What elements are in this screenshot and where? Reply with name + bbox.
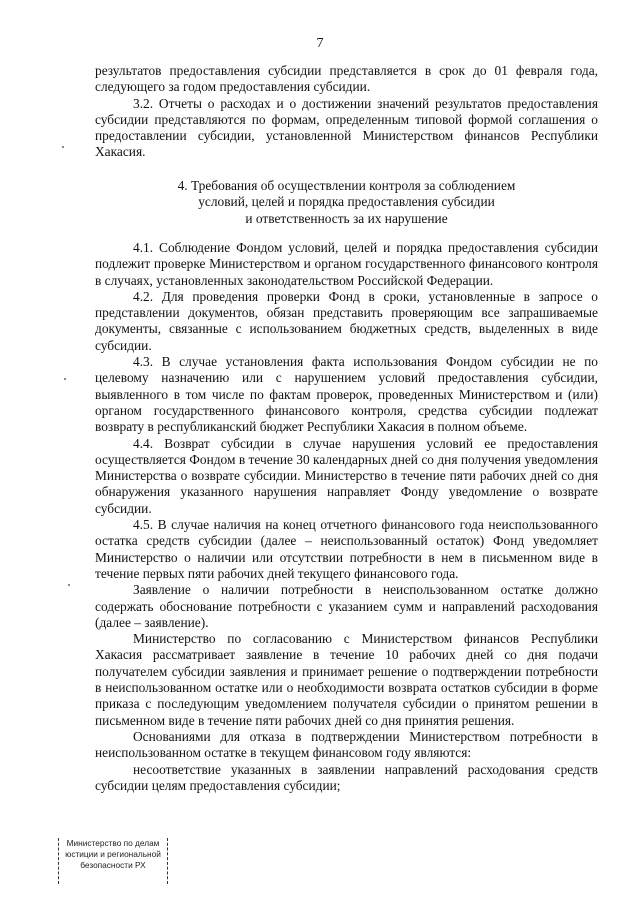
paragraph-continuation: результатов предоставления субсидии представляется в срок до 01 февраля года, следующего за годом предоставления субсидии. [95, 63, 598, 95]
paragraph-application: Заявление о наличии потребности в неиспользованном остатке должно содержать обоснование потребности с указанием сумм и направлений расходования (далее – заявление). [95, 582, 598, 630]
paragraph-4-4: 4.4. Возврат субсидии в случае нарушения условий ее предоставления осуществляется Фондом в течение 30 календарных дней со дня получения уведомления Министерства о возврате субсидии. Министерство в течение пяти рабочих дней со дня обнаружения указанного нарушения направляет Фонду уведомление о возврате субсидии. [95, 435, 598, 516]
scan-speck [68, 584, 70, 586]
top-text [95, 63, 598, 161]
paragraph-4-3: 4.3. В случае установления факта использования Фондом субсидии не по целевому назначению или с нарушением условий предоставления субсидии, выявленного в том числе по фактам проверок, проведенных Министерством и (или) органом государственного финансового контроля, средства субсидии подлежат возврату в республиканский бюджет Республики Хакасия в полном объеме. [95, 354, 598, 435]
page-number: 7 [316, 36, 324, 51]
section-heading [95, 178, 598, 227]
scan-speck [62, 146, 64, 148]
paragraph-4-5: 4.5. В случае наличия на конец отчетного финансового года неиспользованного остатка средств субсидии (далее – неиспользованный остаток) Фонд уведомляет Министерство о наличии или отсутствии потребности в нем в письменном виде в течение первых пяти рабочих дней текущего финансового года. [95, 517, 598, 581]
section-body [95, 240, 598, 794]
scan-speck [64, 378, 66, 380]
paragraph-4-2: 4.2. Для проведения проверки Фонд в сроки, установленные в запросе о представлении документов, обязан представить проверяющим все запрашиваемые документы, связанные с использованием бюджетных средств, выделенных в виде субсидии. [95, 288, 598, 353]
heading-line: условий, целей и порядка предоставления субсидии [198, 194, 495, 210]
heading-line: 4. Требования об осуществлении контроля за соблюдением [177, 178, 516, 193]
paragraph-refusal-grounds: Основаниями для отказа в подтверждении Министерством потребности в неиспользованном остатке в текущем финансовом году являются: [95, 728, 598, 761]
heading-line: и ответственность за их нарушение [245, 210, 448, 226]
paragraph-3-2: 3.2. Отчеты о расходах и о достижении значений результатов предоставления субсидии представляются по формам, определенным типовой формой соглашения о предоставлении субсидии, установленной Министерством финансов Республики Хакасия. [95, 95, 598, 160]
stamp-line: юстиции и региональной [65, 849, 161, 859]
stamp-line: безопасности РХ [80, 860, 146, 870]
ministry-stamp [58, 838, 168, 884]
paragraph-mismatch: несоответствие указанных в заявлении направлений расходования средств субсидии целям предоставления субсидии; [95, 761, 598, 793]
paragraph-ministry-review: Министерство по согласованию с Министерством финансов Республики Хакасия рассматривает заявление в течение 10 рабочих дней со дня подачи получателем субсидии заявления и принимает решение о подтверждении потребности в неиспользованном остатке или о необходимости возврата остатков субсидии в форме приказа с последующим уведомлением получателя субсидии о принятом решении в письменном виде в течение пяти рабочих дней со дня принятия решения. [95, 631, 598, 728]
stamp-line: Министерство по делам [66, 838, 160, 848]
paragraph-4-1: 4.1. Соблюдение Фондом условий, целей и порядка предоставления субсидии подлежит проверке Министерством и органом государственного финансового контроля в случаях, установленных законодательством Российской Федерации. [95, 240, 598, 288]
